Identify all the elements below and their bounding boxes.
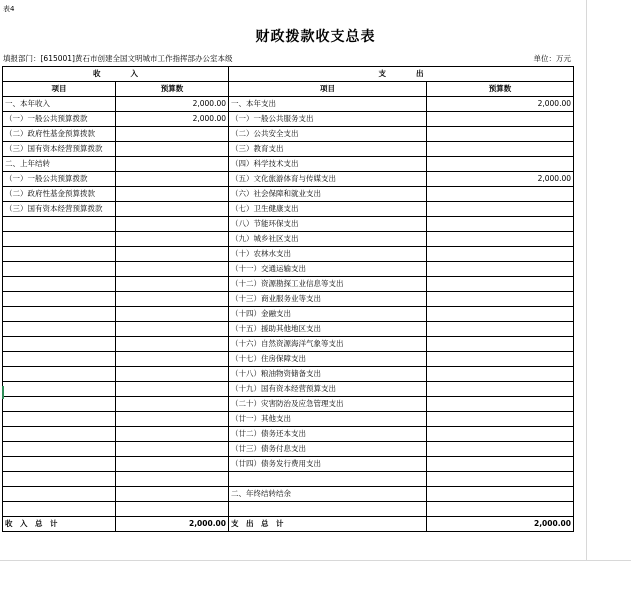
expense-total-value[interactable]: 2,000.00 [427, 517, 574, 532]
expense-item-cell[interactable]: （廿三）债务付息支出 [229, 442, 427, 457]
income-budget-cell[interactable] [116, 187, 229, 202]
income-budget-cell[interactable] [116, 157, 229, 172]
table-row [3, 307, 574, 322]
table-row [3, 202, 574, 217]
expense-item-cell[interactable]: （十四）金融支出 [229, 307, 427, 322]
expense-budget-cell[interactable] [427, 187, 574, 202]
income-budget-cell[interactable] [116, 367, 229, 382]
income-item-cell[interactable]: （一）一般公共预算拨款 [3, 172, 116, 187]
income-budget-cell[interactable] [116, 442, 229, 457]
income-item-cell[interactable] [3, 502, 116, 517]
income-item-cell[interactable] [3, 292, 116, 307]
income-budget-cell[interactable] [116, 337, 229, 352]
income-budget-cell[interactable] [116, 412, 229, 427]
expense-item-cell[interactable]: （廿二）债务还本支出 [229, 427, 427, 442]
income-budget-cell[interactable] [116, 487, 229, 502]
income-budget-header: 预算数 [116, 82, 229, 97]
income-budget-cell[interactable] [116, 262, 229, 277]
income-item-cell[interactable] [3, 232, 116, 247]
income-item-cell[interactable] [3, 337, 116, 352]
expense-item-cell[interactable]: （十七）住房保障支出 [229, 352, 427, 367]
income-budget-cell[interactable] [116, 307, 229, 322]
expense-budget-cell[interactable] [427, 487, 574, 502]
expense-budget-cell[interactable] [427, 292, 574, 307]
table-row [3, 232, 574, 247]
income-item-cell[interactable]: 二、上年结转 [3, 157, 116, 172]
expense-item-cell[interactable] [229, 502, 427, 517]
table-row [3, 97, 574, 112]
income-item-cell[interactable]: （三）国有资本经营预算拨款 [3, 202, 116, 217]
expense-item-cell[interactable]: （十六）自然资源海洋气象等支出 [229, 337, 427, 352]
table-row [3, 352, 574, 367]
income-budget-cell[interactable] [116, 142, 229, 157]
income-total-value[interactable]: 2,000.00 [116, 517, 229, 532]
income-item-cell[interactable] [3, 217, 116, 232]
income-budget-cell[interactable] [116, 352, 229, 367]
table-row [3, 367, 574, 382]
expense-item-cell[interactable]: （二十）灾害防治及应急管理支出 [229, 397, 427, 412]
table-row [3, 112, 574, 127]
budget-table [2, 66, 574, 532]
table-row [3, 127, 574, 142]
cell-cursor-marker [2, 386, 4, 399]
expense-item-header: 项目 [229, 82, 427, 97]
income-budget-cell[interactable] [116, 217, 229, 232]
income-item-header: 项目 [3, 82, 116, 97]
reporting-unit: 填报部门：[615001]黄石市创建全国文明城市工作指挥部办公室本级 [3, 54, 233, 63]
expense-item-cell[interactable]: （十三）商业服务业等支出 [229, 292, 427, 307]
table-row [3, 262, 574, 277]
expense-item-cell[interactable]: （十）农林水支出 [229, 247, 427, 262]
table-row [3, 217, 574, 232]
income-item-cell[interactable] [3, 247, 116, 262]
table-row [3, 442, 574, 457]
expense-budget-cell[interactable] [427, 397, 574, 412]
expense-budget-cell[interactable] [427, 262, 574, 277]
expense-item-cell[interactable]: （七）卫生健康支出 [229, 202, 427, 217]
table-row [3, 502, 574, 517]
income-budget-cell[interactable] [116, 232, 229, 247]
expense-budget-cell[interactable] [427, 352, 574, 367]
table-row [3, 457, 574, 472]
sheet-label: 表4 [3, 5, 15, 13]
income-item-cell[interactable]: （二）政府性基金预算拨款 [3, 187, 116, 202]
income-budget-cell[interactable] [116, 502, 229, 517]
income-budget-cell[interactable] [116, 277, 229, 292]
expense-budget-cell[interactable] [427, 382, 574, 397]
expense-budget-cell[interactable] [427, 337, 574, 352]
expense-budget-cell[interactable] [427, 472, 574, 487]
expense-budget-cell[interactable] [427, 127, 574, 142]
expense-budget-cell[interactable] [427, 112, 574, 127]
expense-item-cell[interactable]: （十八）粮油物资储备支出 [229, 367, 427, 382]
income-item-cell[interactable]: （三）国有资本经营预算拨款 [3, 142, 116, 157]
table-row [3, 472, 574, 487]
income-header: 收 入 [3, 67, 229, 82]
table-row [3, 277, 574, 292]
income-item-cell[interactable] [3, 487, 116, 502]
income-budget-cell[interactable] [116, 397, 229, 412]
income-budget-cell[interactable] [116, 292, 229, 307]
income-budget-cell[interactable] [116, 457, 229, 472]
income-item-cell[interactable] [3, 457, 116, 472]
total-row [3, 517, 574, 532]
expense-item-cell[interactable]: （三）教育支出 [229, 142, 427, 157]
income-budget-cell[interactable] [116, 172, 229, 187]
expense-budget-cell[interactable] [427, 202, 574, 217]
expense-budget-cell[interactable] [427, 217, 574, 232]
expense-item-cell[interactable]: （八）节能环保支出 [229, 217, 427, 232]
header-row-group [3, 67, 574, 82]
income-budget-cell[interactable] [116, 322, 229, 337]
expense-item-cell[interactable]: （六）社会保障和就业支出 [229, 187, 427, 202]
expense-budget-cell[interactable] [427, 322, 574, 337]
income-item-cell[interactable] [3, 397, 116, 412]
income-total-label[interactable]: 收 入 总 计 [3, 517, 116, 532]
income-item-cell[interactable] [3, 262, 116, 277]
expense-budget-cell[interactable] [427, 232, 574, 247]
expense-header: 支 出 [229, 67, 574, 82]
income-budget-cell[interactable] [116, 382, 229, 397]
table-row [3, 427, 574, 442]
expense-budget-cell[interactable] [427, 427, 574, 442]
table-row [3, 292, 574, 307]
income-item-cell[interactable]: （二）政府性基金预算拨款 [3, 127, 116, 142]
expense-budget-cell[interactable]: 2,000.00 [427, 172, 574, 187]
expense-budget-cell[interactable]: 2,000.00 [427, 97, 574, 112]
expense-item-cell[interactable] [229, 472, 427, 487]
expense-item-cell[interactable]: 二、年终结转结余 [229, 487, 427, 502]
expense-item-cell[interactable]: （一）一般公共服务支出 [229, 112, 427, 127]
table-row [3, 247, 574, 262]
sheet-edge-vertical [586, 0, 587, 560]
expense-item-cell[interactable]: （四）科学技术支出 [229, 157, 427, 172]
page-title: 财政拨款收支总表 [255, 29, 376, 45]
expense-item-cell[interactable]: （十九）国有资本经营预算支出 [229, 382, 427, 397]
income-item-cell[interactable]: （一）一般公共预算拨款 [3, 112, 116, 127]
income-item-cell[interactable] [3, 427, 116, 442]
expense-budget-header: 预算数 [427, 82, 574, 97]
expense-item-cell[interactable]: 一、本年支出 [229, 97, 427, 112]
income-item-cell[interactable] [3, 472, 116, 487]
income-item-cell[interactable] [3, 367, 116, 382]
expense-item-cell[interactable]: （九）城乡社区支出 [229, 232, 427, 247]
income-item-cell[interactable] [3, 412, 116, 427]
income-budget-cell[interactable] [116, 247, 229, 262]
expense-budget-cell[interactable] [427, 457, 574, 472]
expense-item-cell[interactable]: （十一）交通运输支出 [229, 262, 427, 277]
table-row [3, 337, 574, 352]
unit-label: 单位：万元 [533, 54, 571, 63]
expense-budget-cell[interactable] [427, 307, 574, 322]
expense-item-cell[interactable]: （五）文化旅游体育与传媒支出 [229, 172, 427, 187]
income-budget-cell[interactable] [116, 472, 229, 487]
expense-budget-cell[interactable] [427, 367, 574, 382]
income-item-cell[interactable] [3, 382, 116, 397]
expense-budget-cell[interactable] [427, 142, 574, 157]
expense-budget-cell[interactable] [427, 157, 574, 172]
table-row [3, 142, 574, 157]
expense-budget-cell[interactable] [427, 502, 574, 517]
income-budget-cell[interactable] [116, 127, 229, 142]
expense-item-cell[interactable]: （廿四）债务发行费用支出 [229, 457, 427, 472]
expense-item-cell[interactable]: （十五）援助其他地区支出 [229, 322, 427, 337]
income-item-cell[interactable] [3, 322, 116, 337]
income-item-cell[interactable] [3, 307, 116, 322]
income-item-cell[interactable]: 一、本年收入 [3, 97, 116, 112]
table-row [3, 322, 574, 337]
table-row [3, 157, 574, 172]
expense-budget-cell[interactable] [427, 412, 574, 427]
table-row [3, 412, 574, 427]
income-budget-cell[interactable] [116, 427, 229, 442]
expense-budget-cell[interactable] [427, 277, 574, 292]
table-row [3, 187, 574, 202]
income-budget-cell[interactable] [116, 202, 229, 217]
expense-budget-cell[interactable] [427, 442, 574, 457]
table-row [3, 397, 574, 412]
income-item-cell[interactable] [3, 277, 116, 292]
income-budget-cell[interactable]: 2,000.00 [116, 112, 229, 127]
expense-total-label[interactable]: 支 出 总 计 [229, 517, 427, 532]
income-item-cell[interactable] [3, 352, 116, 367]
income-budget-cell[interactable]: 2,000.00 [116, 97, 229, 112]
sheet-edge-horizontal [0, 560, 631, 561]
table-row [3, 487, 574, 502]
table-row [3, 172, 574, 187]
expense-item-cell[interactable]: （十二）资源勘探工业信息等支出 [229, 277, 427, 292]
table-row [3, 382, 574, 397]
header-row-columns [3, 82, 574, 97]
expense-budget-cell[interactable] [427, 247, 574, 262]
expense-item-cell[interactable]: （廿一）其他支出 [229, 412, 427, 427]
income-item-cell[interactable] [3, 442, 116, 457]
expense-item-cell[interactable]: （二）公共安全支出 [229, 127, 427, 142]
